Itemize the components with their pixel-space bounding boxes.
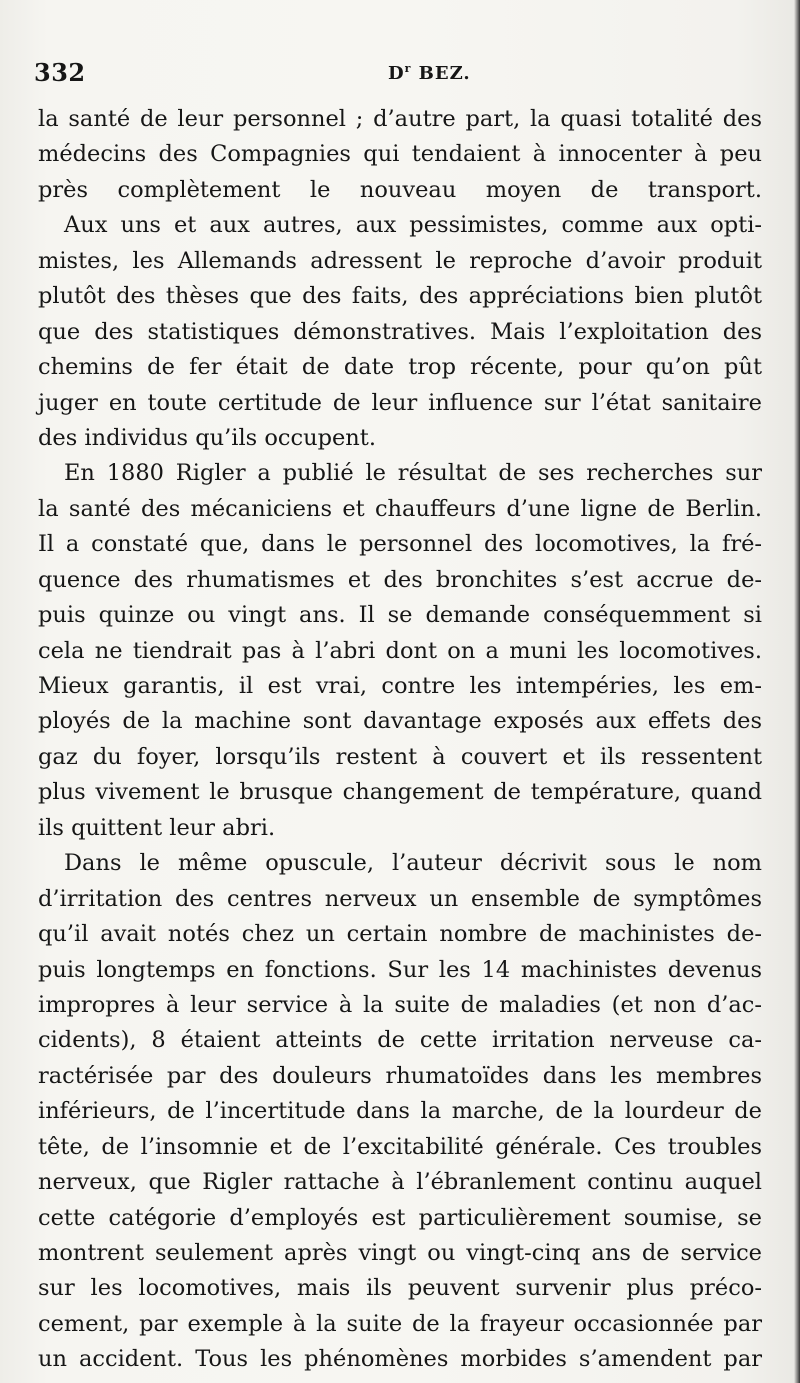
text-line: puis longtemps en fonctions. Sur les 14 machinistes devenus	[38, 956, 762, 983]
text-line: nerveux, que Rigler rattache à l’ébranlement continu auquel	[38, 1169, 762, 1196]
text-line: un accident. Tous les phénomènes morbides s’amendent par	[38, 1346, 762, 1373]
text-line: inférieurs, de l’incertitude dans la marche, de la lourdeur de	[38, 1098, 762, 1125]
text-line: cidents), 8 étaient atteints de cette irritation nerveuse ca-	[38, 1027, 762, 1054]
page-edge-shadow	[794, 0, 800, 1383]
text-line: ractérisée par des douleurs rhumatoïdes dans les membres	[38, 1062, 762, 1089]
running-head	[388, 62, 471, 84]
text-line: Mieux garantis, il est vrai, contre les intempéries, les em-	[38, 673, 762, 699]
text-line: la santé des mécaniciens et chauffeurs d’une ligne de Berlin.	[38, 495, 762, 522]
text-line: Il a constaté que, dans le personnel des locomotives, la fré-	[38, 531, 762, 558]
text-line: chemins de fer était de date trop récente, pour qu’on pût	[38, 354, 762, 381]
text-line: d’irritation des centres nerveux un ensemble de symptômes	[38, 885, 762, 912]
text-line: puis quinze ou vingt ans. Il se demande conséquemment si	[38, 602, 762, 629]
text-line: impropres à leur service à la suite de maladies (et non d’ac-	[38, 991, 762, 1018]
text-line: des individus qu’ils occupent.	[38, 424, 376, 451]
running-head-sup: r	[404, 62, 412, 75]
text-line: cette catégorie d’employés est particulièrement soumise, se	[38, 1204, 762, 1231]
text-line: ployés de la machine sont davantage exposés aux effets des	[38, 708, 762, 735]
text-line: que des statistiques démonstratives. Mais l’exploitation des	[38, 318, 762, 345]
text-line: tête, de l’insomnie et de l’excitabilité générale. Ces troubles	[38, 1133, 762, 1160]
body-text	[38, 102, 762, 1378]
text-line: quence des rhumatismes et des bronchites s’est accrue de-	[38, 566, 762, 593]
text-line: sur les locomotives, mais ils peuvent survenir plus préco-	[38, 1275, 762, 1302]
text-line: ils quittent leur abri.	[38, 814, 276, 841]
text-line: Dans le même opuscule, l’auteur décrivit sous le nom	[64, 850, 762, 877]
text-line: montrent seulement après vingt ou vingt-cinq ans de service	[38, 1240, 762, 1266]
text-line: qu’il avait notés chez un certain nombre de machinistes de-	[38, 921, 762, 948]
running-head-rest: BEZ.	[411, 63, 471, 84]
text-line: la santé de leur personnel ; d’autre part, la quasi totalité des	[38, 106, 762, 132]
text-line: près complètement le nouveau moyen de transport.	[38, 176, 762, 203]
running-head-prefix: D	[388, 63, 405, 84]
text-line: juger en toute certitude de leur influence sur l’état sanitaire	[38, 389, 762, 416]
text-line: cela ne tiendrait pas à l’abri dont on a muni les locomotives.	[38, 637, 762, 664]
text-line: Aux uns et aux autres, aux pessimistes, comme aux opti-	[64, 212, 762, 239]
page-header	[34, 58, 774, 94]
text-line: mistes, les Allemands adressent le reproche d’avoir produit	[38, 247, 762, 274]
text-line: médecins des Compagnies qui tendaient à innocenter à peu	[38, 141, 762, 168]
text-line: gaz du foyer, lorsqu’ils restent à couvert et ils ressentent	[38, 743, 762, 770]
text-line: cement, par exemple à la suite de la frayeur occasionnée par	[38, 1310, 762, 1337]
text-line: plus vivement le brusque changement de température, quand	[38, 779, 762, 806]
text-line: plutôt des thèses que des faits, des appréciations bien plutôt	[38, 283, 762, 310]
page-number: 332	[34, 58, 86, 87]
text-line: En 1880 Rigler a publié le résultat de ses recherches sur	[64, 460, 762, 487]
